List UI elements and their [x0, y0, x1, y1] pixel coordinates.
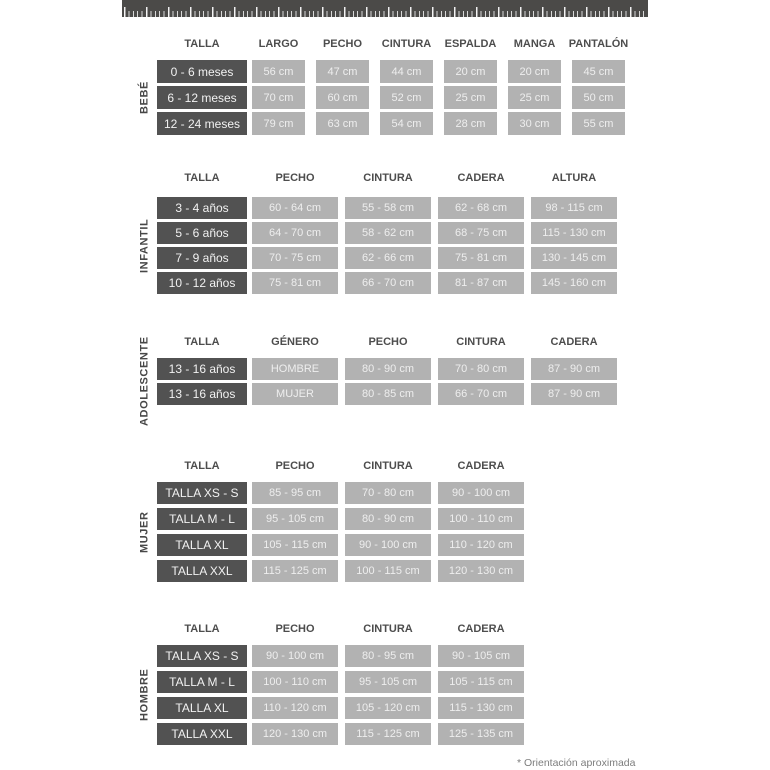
table-row: [157, 112, 625, 135]
table-row: [157, 482, 524, 504]
column-header: PECHO: [368, 336, 408, 348]
measurement-cell: 60 cm: [316, 86, 369, 109]
table-row: [157, 86, 625, 109]
measurement-cell: 64 - 70 cm: [252, 222, 338, 244]
measurement-cell: 87 - 90 cm: [531, 383, 617, 405]
measurement-cell: 115 - 125 cm: [252, 560, 338, 582]
measurement-cell: 70 cm: [252, 86, 305, 109]
measurement-cell: 54 cm: [380, 112, 433, 135]
column-header: CINTURA: [363, 172, 413, 184]
measurement-cell: 115 - 125 cm: [345, 723, 431, 745]
table-row: [157, 222, 617, 244]
table-header-row: [157, 170, 617, 186]
column-header: GÉNERO: [271, 336, 319, 348]
measurement-cell: 105 - 115 cm: [438, 671, 524, 693]
column-header: PECHO: [275, 460, 315, 472]
table-adolescente: [157, 334, 617, 405]
column-header: PANTALÓN: [568, 38, 629, 50]
table-row: [157, 60, 625, 83]
column-header: TALLA: [184, 172, 220, 184]
measurement-cell: 66 - 70 cm: [438, 383, 524, 405]
table-mujer: [157, 458, 524, 582]
column-header: TALLA: [184, 460, 220, 472]
table-hombre: [157, 621, 524, 745]
section-label-mujer: MUJER: [138, 511, 151, 553]
size-label-cell: TALLA XL: [157, 534, 247, 556]
measurement-cell: 79 cm: [252, 112, 305, 135]
measurement-cell: 75 - 81 cm: [252, 272, 338, 294]
column-header: TALLA: [184, 38, 220, 50]
table-infantil: [157, 170, 617, 294]
measurement-cell: 25 cm: [508, 86, 561, 109]
size-label-cell: TALLA XXL: [157, 723, 247, 745]
size-label-cell: 12 - 24 meses: [157, 112, 247, 135]
table-header-row: [157, 36, 629, 52]
column-header: ESPALDA: [444, 38, 497, 50]
measurement-cell: 105 - 120 cm: [345, 697, 431, 719]
size-label-cell: TALLA M - L: [157, 671, 247, 693]
table-row: [157, 197, 617, 219]
measurement-cell: 30 cm: [508, 112, 561, 135]
ruler-graphic: [122, 0, 648, 17]
size-label-cell: 5 - 6 años: [157, 222, 247, 244]
measurement-cell: 80 - 90 cm: [345, 358, 431, 380]
measurement-cell: 85 - 95 cm: [252, 482, 338, 504]
column-header: PECHO: [322, 38, 363, 50]
column-header: CINTURA: [363, 460, 413, 472]
measurement-cell: 45 cm: [572, 60, 625, 83]
measurement-cell: 115 - 130 cm: [438, 697, 524, 719]
size-label-cell: 7 - 9 años: [157, 247, 247, 269]
section-label-hombre: HOMBRE: [138, 668, 151, 722]
size-label-cell: 10 - 12 años: [157, 272, 247, 294]
table-row: [157, 508, 524, 530]
measurement-cell: 80 - 90 cm: [345, 508, 431, 530]
table-row: [157, 671, 524, 693]
size-label-cell: 6 - 12 meses: [157, 86, 247, 109]
size-label-cell: TALLA XXL: [157, 560, 247, 582]
measurement-cell: 95 - 105 cm: [252, 508, 338, 530]
measurement-cell: 87 - 90 cm: [531, 358, 617, 380]
table-row: [157, 697, 524, 719]
measurement-cell: 52 cm: [380, 86, 433, 109]
column-header: TALLA: [184, 336, 220, 348]
measurement-cell: 120 - 130 cm: [252, 723, 338, 745]
measurement-cell: 20 cm: [508, 60, 561, 83]
column-header: CINTURA: [456, 336, 506, 348]
measurement-cell: 60 - 64 cm: [252, 197, 338, 219]
section-label-adolescente: ADOLESCENTE: [138, 336, 151, 426]
size-label-cell: TALLA XS - S: [157, 645, 247, 667]
measurement-cell: 75 - 81 cm: [438, 247, 524, 269]
measurement-cell: 70 - 75 cm: [252, 247, 338, 269]
measurement-cell: 90 - 100 cm: [438, 482, 524, 504]
measurement-cell: 81 - 87 cm: [438, 272, 524, 294]
section-label-infantil: INFANTIL: [138, 218, 151, 273]
measurement-cell: 25 cm: [444, 86, 497, 109]
table-header-row: [157, 334, 617, 350]
size-label-cell: 13 - 16 años: [157, 358, 247, 380]
table-header-row: [157, 458, 524, 474]
table-bebe: [157, 36, 629, 135]
measurement-cell: 58 - 62 cm: [345, 222, 431, 244]
column-header: LARGO: [258, 38, 299, 50]
size-label-cell: 13 - 16 años: [157, 383, 247, 405]
measurement-cell: 90 - 100 cm: [345, 534, 431, 556]
size-label-cell: 3 - 4 años: [157, 197, 247, 219]
measurement-cell: 98 - 115 cm: [531, 197, 617, 219]
measurement-cell: 55 cm: [572, 112, 625, 135]
measurement-cell: 105 - 115 cm: [252, 534, 338, 556]
column-header: TALLA: [184, 623, 220, 635]
measurement-cell: 68 - 75 cm: [438, 222, 524, 244]
measurement-cell: 145 - 160 cm: [531, 272, 617, 294]
column-header: PECHO: [275, 172, 315, 184]
footnote: * Orientación aproximada: [517, 757, 636, 769]
column-header: CADERA: [550, 336, 598, 348]
table-row: [157, 560, 524, 582]
column-header: ALTURA: [551, 172, 597, 184]
measurement-cell: 115 - 130 cm: [531, 222, 617, 244]
column-header: CADERA: [457, 460, 505, 472]
column-header: CADERA: [457, 623, 505, 635]
table-row: [157, 534, 524, 556]
measurement-cell: 63 cm: [316, 112, 369, 135]
measurement-cell: 100 - 115 cm: [345, 560, 431, 582]
measurement-cell: 70 - 80 cm: [438, 358, 524, 380]
measurement-cell: 100 - 110 cm: [438, 508, 524, 530]
measurement-cell: 90 - 100 cm: [252, 645, 338, 667]
measurement-cell: 110 - 120 cm: [438, 534, 524, 556]
measurement-cell: 80 - 95 cm: [345, 645, 431, 667]
table-row: [157, 358, 617, 380]
section-label-bebe: BEBÉ: [138, 81, 151, 114]
size-label-cell: TALLA M - L: [157, 508, 247, 530]
measurement-cell: 130 - 145 cm: [531, 247, 617, 269]
column-header: MANGA: [513, 38, 556, 50]
column-header: CINTURA: [381, 38, 432, 50]
measurement-cell: HOMBRE: [252, 358, 338, 380]
column-header: CADERA: [457, 172, 505, 184]
table-row: [157, 645, 524, 667]
measurement-cell: 70 - 80 cm: [345, 482, 431, 504]
measurement-cell: 62 - 66 cm: [345, 247, 431, 269]
column-header: CINTURA: [363, 623, 413, 635]
table-row: [157, 383, 617, 405]
measurement-cell: 66 - 70 cm: [345, 272, 431, 294]
table-row: [157, 247, 617, 269]
table-header-row: [157, 621, 524, 637]
measurement-cell: 90 - 105 cm: [438, 645, 524, 667]
table-row: [157, 272, 617, 294]
table-row: [157, 723, 524, 745]
measurement-cell: 62 - 68 cm: [438, 197, 524, 219]
measurement-cell: 44 cm: [380, 60, 433, 83]
measurement-cell: 50 cm: [572, 86, 625, 109]
size-label-cell: TALLA XS - S: [157, 482, 247, 504]
measurement-cell: MUJER: [252, 383, 338, 405]
measurement-cell: 120 - 130 cm: [438, 560, 524, 582]
measurement-cell: 100 - 110 cm: [252, 671, 338, 693]
measurement-cell: 56 cm: [252, 60, 305, 83]
measurement-cell: 28 cm: [444, 112, 497, 135]
column-header: PECHO: [275, 623, 315, 635]
measurement-cell: 47 cm: [316, 60, 369, 83]
measurement-cell: 55 - 58 cm: [345, 197, 431, 219]
measurement-cell: 110 - 120 cm: [252, 697, 338, 719]
measurement-cell: 80 - 85 cm: [345, 383, 431, 405]
size-label-cell: 0 - 6 meses: [157, 60, 247, 83]
measurement-cell: 20 cm: [444, 60, 497, 83]
measurement-cell: 95 - 105 cm: [345, 671, 431, 693]
measurement-cell: 125 - 135 cm: [438, 723, 524, 745]
size-label-cell: TALLA XL: [157, 697, 247, 719]
